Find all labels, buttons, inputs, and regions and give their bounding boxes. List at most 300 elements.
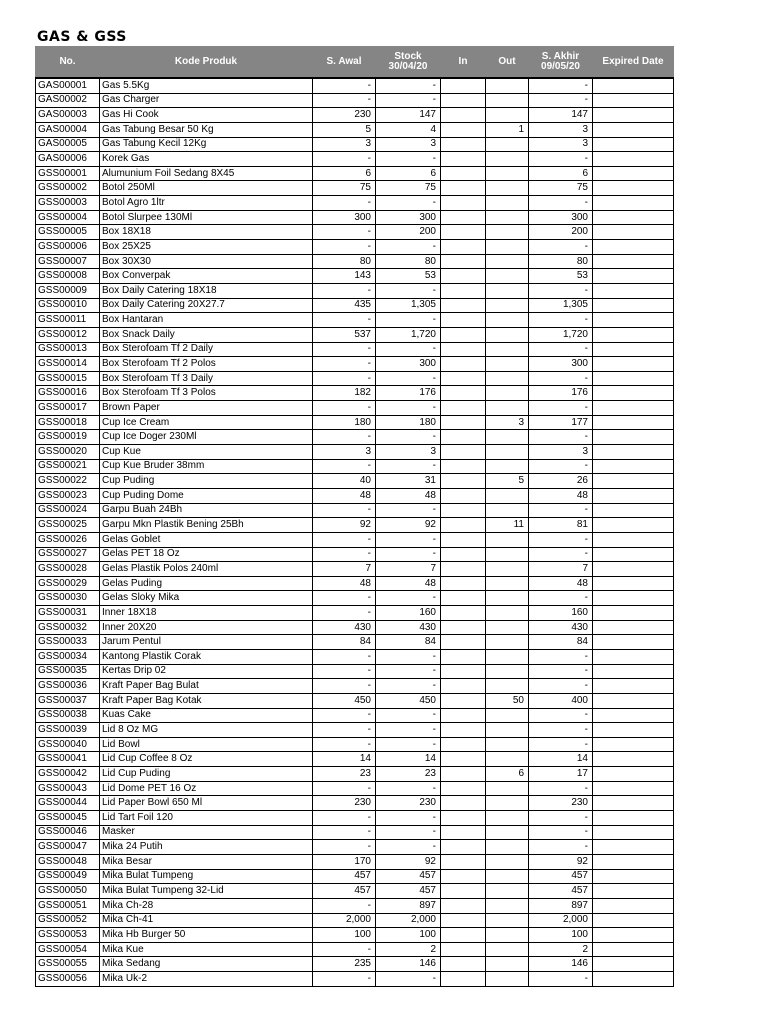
cell-out[interactable] [486, 898, 529, 913]
cell-kode-produk[interactable]: Box Daily Catering 20X27.7 [100, 298, 313, 313]
cell-stock[interactable]: - [376, 503, 441, 518]
cell-expired-date[interactable] [593, 78, 674, 93]
cell-kode-produk[interactable]: Mika Besar [100, 854, 313, 869]
cell-stock[interactable]: 230 [376, 796, 441, 811]
cell-s-akhir[interactable]: - [529, 152, 593, 167]
cell-expired-date[interactable] [593, 240, 674, 255]
cell-in[interactable] [441, 796, 486, 811]
cell-no[interactable]: GSS00014 [36, 357, 100, 372]
cell-kode-produk[interactable]: Lid Tart Foil 120 [100, 811, 313, 826]
col-header-expired-date[interactable]: Expired Date [593, 47, 674, 79]
cell-no[interactable]: GAS00006 [36, 152, 100, 167]
cell-expired-date[interactable] [593, 928, 674, 943]
cell-in[interactable] [441, 283, 486, 298]
cell-in[interactable] [441, 884, 486, 899]
cell-stock[interactable]: 146 [376, 957, 441, 972]
cell-kode-produk[interactable]: Lid 8 Oz MG [100, 723, 313, 738]
cell-s-akhir[interactable]: - [529, 591, 593, 606]
cell-no[interactable]: GSS00051 [36, 898, 100, 913]
cell-expired-date[interactable] [593, 269, 674, 284]
cell-in[interactable] [441, 723, 486, 738]
cell-no[interactable]: GSS00050 [36, 884, 100, 899]
cell-in[interactable] [441, 240, 486, 255]
cell-kode-produk[interactable]: Cup Puding [100, 474, 313, 489]
cell-stock[interactable]: 200 [376, 225, 441, 240]
cell-out[interactable] [486, 664, 529, 679]
cell-out[interactable] [486, 93, 529, 108]
cell-s-akhir[interactable]: 92 [529, 854, 593, 869]
cell-expired-date[interactable] [593, 298, 674, 313]
cell-stock[interactable]: 300 [376, 357, 441, 372]
cell-s-akhir[interactable]: - [529, 664, 593, 679]
cell-kode-produk[interactable]: Kantong Plastik Corak [100, 649, 313, 664]
cell-expired-date[interactable] [593, 445, 674, 460]
cell-stock[interactable]: 457 [376, 884, 441, 899]
cell-s-akhir[interactable]: 48 [529, 576, 593, 591]
cell-no[interactable]: GSS00027 [36, 547, 100, 562]
cell-stock[interactable]: - [376, 664, 441, 679]
cell-s-akhir[interactable]: 897 [529, 898, 593, 913]
cell-stock[interactable]: 457 [376, 869, 441, 884]
col-header-out[interactable]: Out [486, 47, 529, 79]
cell-s-awal[interactable]: 182 [313, 386, 376, 401]
cell-stock[interactable]: 430 [376, 620, 441, 635]
cell-kode-produk[interactable]: Kraft Paper Bag Bulat [100, 679, 313, 694]
cell-s-akhir[interactable]: - [529, 503, 593, 518]
cell-out[interactable] [486, 796, 529, 811]
cell-in[interactable] [441, 854, 486, 869]
cell-stock[interactable]: - [376, 547, 441, 562]
cell-kode-produk[interactable]: Alumunium Foil Sedang 8X45 [100, 166, 313, 181]
cell-expired-date[interactable] [593, 781, 674, 796]
cell-s-akhir[interactable]: 100 [529, 928, 593, 943]
cell-s-awal[interactable]: 3 [313, 137, 376, 152]
cell-in[interactable] [441, 137, 486, 152]
cell-s-awal[interactable]: 48 [313, 576, 376, 591]
cell-s-awal[interactable]: - [313, 342, 376, 357]
cell-stock[interactable]: - [376, 283, 441, 298]
cell-stock[interactable]: - [376, 313, 441, 328]
cell-stock[interactable]: 147 [376, 108, 441, 123]
cell-stock[interactable]: 92 [376, 854, 441, 869]
cell-stock[interactable]: 80 [376, 254, 441, 269]
cell-out[interactable] [486, 972, 529, 987]
cell-s-akhir[interactable]: - [529, 240, 593, 255]
cell-expired-date[interactable] [593, 166, 674, 181]
cell-s-awal[interactable]: - [313, 840, 376, 855]
col-header-s-awal[interactable]: S. Awal [313, 47, 376, 79]
cell-no[interactable]: GSS00013 [36, 342, 100, 357]
cell-no[interactable]: GSS00016 [36, 386, 100, 401]
cell-stock[interactable]: 84 [376, 635, 441, 650]
cell-s-akhir[interactable]: 147 [529, 108, 593, 123]
cell-s-awal[interactable]: 537 [313, 327, 376, 342]
cell-stock[interactable]: 897 [376, 898, 441, 913]
cell-stock[interactable]: 92 [376, 518, 441, 533]
cell-kode-produk[interactable]: Kuas Cake [100, 708, 313, 723]
cell-s-awal[interactable]: - [313, 152, 376, 167]
cell-kode-produk[interactable]: Garpu Mkn Plastik Bening 25Bh [100, 518, 313, 533]
cell-s-awal[interactable]: - [313, 708, 376, 723]
cell-expired-date[interactable] [593, 723, 674, 738]
cell-expired-date[interactable] [593, 108, 674, 123]
cell-kode-produk[interactable]: Gas Tabung Kecil 12Kg [100, 137, 313, 152]
cell-kode-produk[interactable]: Mika Sedang [100, 957, 313, 972]
cell-stock[interactable]: 31 [376, 474, 441, 489]
cell-no[interactable]: GSS00053 [36, 928, 100, 943]
cell-expired-date[interactable] [593, 635, 674, 650]
cell-s-awal[interactable]: - [313, 606, 376, 621]
cell-s-akhir[interactable]: 17 [529, 767, 593, 782]
cell-in[interactable] [441, 93, 486, 108]
cell-no[interactable]: GSS00019 [36, 430, 100, 445]
cell-no[interactable]: GSS00049 [36, 869, 100, 884]
cell-s-awal[interactable]: - [313, 532, 376, 547]
cell-no[interactable]: GSS00001 [36, 166, 100, 181]
cell-stock[interactable]: - [376, 532, 441, 547]
cell-out[interactable] [486, 240, 529, 255]
cell-s-akhir[interactable]: - [529, 723, 593, 738]
cell-kode-produk[interactable]: Cup Puding Dome [100, 488, 313, 503]
cell-no[interactable]: GSS00041 [36, 752, 100, 767]
cell-no[interactable]: GSS00008 [36, 269, 100, 284]
cell-expired-date[interactable] [593, 122, 674, 137]
cell-expired-date[interactable] [593, 679, 674, 694]
cell-out[interactable] [486, 576, 529, 591]
cell-no[interactable]: GSS00040 [36, 737, 100, 752]
cell-in[interactable] [441, 298, 486, 313]
cell-kode-produk[interactable]: Box 18X18 [100, 225, 313, 240]
cell-in[interactable] [441, 474, 486, 489]
cell-in[interactable] [441, 767, 486, 782]
cell-s-akhir[interactable]: 146 [529, 957, 593, 972]
cell-s-awal[interactable]: 230 [313, 108, 376, 123]
cell-stock[interactable]: - [376, 811, 441, 826]
cell-expired-date[interactable] [593, 884, 674, 899]
cell-s-awal[interactable]: - [313, 942, 376, 957]
cell-in[interactable] [441, 972, 486, 987]
cell-expired-date[interactable] [593, 664, 674, 679]
cell-expired-date[interactable] [593, 767, 674, 782]
cell-kode-produk[interactable]: Box Snack Daily [100, 327, 313, 342]
cell-s-akhir[interactable]: 48 [529, 488, 593, 503]
cell-s-akhir[interactable]: - [529, 371, 593, 386]
cell-s-awal[interactable]: 100 [313, 928, 376, 943]
cell-in[interactable] [441, 664, 486, 679]
cell-kode-produk[interactable]: Cup Ice Doger 230Ml [100, 430, 313, 445]
cell-out[interactable]: 50 [486, 693, 529, 708]
cell-stock[interactable]: - [376, 679, 441, 694]
cell-no[interactable]: GSS00045 [36, 811, 100, 826]
cell-s-akhir[interactable]: 53 [529, 269, 593, 284]
cell-expired-date[interactable] [593, 181, 674, 196]
cell-kode-produk[interactable]: Lid Cup Puding [100, 767, 313, 782]
cell-s-awal[interactable]: - [313, 357, 376, 372]
cell-in[interactable] [441, 708, 486, 723]
cell-out[interactable]: 1 [486, 122, 529, 137]
cell-stock[interactable]: - [376, 781, 441, 796]
cell-expired-date[interactable] [593, 386, 674, 401]
cell-in[interactable] [441, 108, 486, 123]
cell-expired-date[interactable] [593, 210, 674, 225]
cell-in[interactable] [441, 576, 486, 591]
cell-out[interactable] [486, 78, 529, 93]
cell-s-akhir[interactable]: 80 [529, 254, 593, 269]
cell-s-akhir[interactable]: 75 [529, 181, 593, 196]
cell-s-awal[interactable]: 40 [313, 474, 376, 489]
cell-no[interactable]: GAS00002 [36, 93, 100, 108]
cell-in[interactable] [441, 752, 486, 767]
cell-out[interactable] [486, 635, 529, 650]
cell-no[interactable]: GSS00004 [36, 210, 100, 225]
cell-in[interactable] [441, 78, 486, 93]
cell-expired-date[interactable] [593, 737, 674, 752]
cell-in[interactable] [441, 518, 486, 533]
cell-s-akhir[interactable]: 1,305 [529, 298, 593, 313]
cell-expired-date[interactable] [593, 547, 674, 562]
cell-no[interactable]: GSS00028 [36, 562, 100, 577]
cell-s-akhir[interactable]: 430 [529, 620, 593, 635]
cell-no[interactable]: GAS00001 [36, 78, 100, 93]
cell-expired-date[interactable] [593, 693, 674, 708]
cell-kode-produk[interactable]: Box Sterofoam Tf 3 Daily [100, 371, 313, 386]
cell-stock[interactable]: 160 [376, 606, 441, 621]
cell-kode-produk[interactable]: Botol Slurpee 130Ml [100, 210, 313, 225]
cell-no[interactable]: GSS00018 [36, 415, 100, 430]
cell-kode-produk[interactable]: Box Sterofoam Tf 2 Daily [100, 342, 313, 357]
cell-no[interactable]: GSS00044 [36, 796, 100, 811]
cell-expired-date[interactable] [593, 430, 674, 445]
cell-no[interactable]: GSS00034 [36, 649, 100, 664]
cell-in[interactable] [441, 562, 486, 577]
cell-no[interactable]: GSS00007 [36, 254, 100, 269]
cell-stock[interactable]: - [376, 93, 441, 108]
cell-s-akhir[interactable]: 176 [529, 386, 593, 401]
cell-no[interactable]: GSS00031 [36, 606, 100, 621]
cell-out[interactable] [486, 503, 529, 518]
cell-s-akhir[interactable]: - [529, 342, 593, 357]
cell-out[interactable] [486, 854, 529, 869]
cell-s-awal[interactable]: 48 [313, 488, 376, 503]
cell-stock[interactable]: - [376, 401, 441, 416]
cell-expired-date[interactable] [593, 913, 674, 928]
cell-no[interactable]: GAS00005 [36, 137, 100, 152]
cell-out[interactable] [486, 459, 529, 474]
cell-no[interactable]: GSS00036 [36, 679, 100, 694]
cell-no[interactable]: GSS00011 [36, 313, 100, 328]
cell-expired-date[interactable] [593, 342, 674, 357]
cell-in[interactable] [441, 679, 486, 694]
cell-s-awal[interactable]: - [313, 664, 376, 679]
cell-in[interactable] [441, 547, 486, 562]
cell-kode-produk[interactable]: Box Sterofoam Tf 3 Polos [100, 386, 313, 401]
cell-in[interactable] [441, 430, 486, 445]
cell-in[interactable] [441, 913, 486, 928]
cell-out[interactable]: 11 [486, 518, 529, 533]
cell-kode-produk[interactable]: Box Sterofoam Tf 2 Polos [100, 357, 313, 372]
cell-kode-produk[interactable]: Gelas Sloky Mika [100, 591, 313, 606]
cell-s-akhir[interactable]: 81 [529, 518, 593, 533]
cell-s-akhir[interactable]: - [529, 430, 593, 445]
cell-kode-produk[interactable]: Mika Ch-41 [100, 913, 313, 928]
cell-stock[interactable]: - [376, 591, 441, 606]
cell-stock[interactable]: - [376, 430, 441, 445]
cell-stock[interactable]: 100 [376, 928, 441, 943]
cell-s-awal[interactable]: 230 [313, 796, 376, 811]
cell-kode-produk[interactable]: Kertas Drip 02 [100, 664, 313, 679]
cell-s-akhir[interactable]: 6 [529, 166, 593, 181]
cell-s-awal[interactable]: 430 [313, 620, 376, 635]
cell-s-awal[interactable]: - [313, 723, 376, 738]
cell-s-akhir[interactable]: 84 [529, 635, 593, 650]
cell-s-awal[interactable]: 170 [313, 854, 376, 869]
cell-expired-date[interactable] [593, 811, 674, 826]
cell-no[interactable]: GSS00026 [36, 532, 100, 547]
cell-s-akhir[interactable]: - [529, 708, 593, 723]
cell-out[interactable] [486, 386, 529, 401]
cell-s-akhir[interactable]: 160 [529, 606, 593, 621]
cell-no[interactable]: GSS00052 [36, 913, 100, 928]
cell-out[interactable] [486, 562, 529, 577]
cell-out[interactable] [486, 913, 529, 928]
cell-out[interactable] [486, 679, 529, 694]
cell-kode-produk[interactable]: Box Converpak [100, 269, 313, 284]
cell-expired-date[interactable] [593, 796, 674, 811]
cell-s-awal[interactable]: - [313, 649, 376, 664]
cell-expired-date[interactable] [593, 415, 674, 430]
cell-out[interactable] [486, 547, 529, 562]
cell-no[interactable]: GSS00048 [36, 854, 100, 869]
cell-stock[interactable]: 48 [376, 488, 441, 503]
cell-s-akhir[interactable]: - [529, 78, 593, 93]
cell-in[interactable] [441, 196, 486, 211]
cell-s-akhir[interactable]: 177 [529, 415, 593, 430]
cell-expired-date[interactable] [593, 225, 674, 240]
col-header-in[interactable]: In [441, 47, 486, 79]
cell-in[interactable] [441, 532, 486, 547]
cell-kode-produk[interactable]: Box Hantaran [100, 313, 313, 328]
cell-s-awal[interactable]: - [313, 78, 376, 93]
cell-kode-produk[interactable]: Mika Kue [100, 942, 313, 957]
cell-in[interactable] [441, 342, 486, 357]
cell-out[interactable] [486, 840, 529, 855]
cell-s-akhir[interactable]: - [529, 547, 593, 562]
cell-kode-produk[interactable]: Masker [100, 825, 313, 840]
cell-kode-produk[interactable]: Lid Bowl [100, 737, 313, 752]
cell-s-awal[interactable]: - [313, 93, 376, 108]
cell-expired-date[interactable] [593, 152, 674, 167]
cell-s-akhir[interactable]: - [529, 737, 593, 752]
cell-in[interactable] [441, 898, 486, 913]
cell-out[interactable] [486, 723, 529, 738]
cell-out[interactable]: 3 [486, 415, 529, 430]
cell-kode-produk[interactable]: Mika Ch-28 [100, 898, 313, 913]
cell-s-awal[interactable]: 7 [313, 562, 376, 577]
cell-in[interactable] [441, 386, 486, 401]
cell-kode-produk[interactable]: Gelas PET 18 Oz [100, 547, 313, 562]
cell-kode-produk[interactable]: Gas Tabung Besar 50 Kg [100, 122, 313, 137]
cell-s-akhir[interactable]: - [529, 840, 593, 855]
cell-s-awal[interactable]: - [313, 825, 376, 840]
cell-out[interactable] [486, 298, 529, 313]
cell-in[interactable] [441, 181, 486, 196]
cell-kode-produk[interactable]: Kraft Paper Bag Kotak [100, 693, 313, 708]
cell-s-awal[interactable]: 6 [313, 166, 376, 181]
cell-stock[interactable]: 7 [376, 562, 441, 577]
cell-no[interactable]: GSS00020 [36, 445, 100, 460]
cell-kode-produk[interactable]: Gas Hi Cook [100, 108, 313, 123]
cell-stock[interactable]: 450 [376, 693, 441, 708]
cell-expired-date[interactable] [593, 488, 674, 503]
cell-kode-produk[interactable]: Cup Kue Bruder 38mm [100, 459, 313, 474]
cell-no[interactable]: GSS00006 [36, 240, 100, 255]
cell-no[interactable]: GSS00039 [36, 723, 100, 738]
col-header-stock[interactable] [376, 47, 441, 79]
cell-no[interactable]: GSS00023 [36, 488, 100, 503]
cell-kode-produk[interactable]: Botol Agro 1ltr [100, 196, 313, 211]
cell-kode-produk[interactable]: Cup Ice Cream [100, 415, 313, 430]
cell-out[interactable] [486, 181, 529, 196]
cell-expired-date[interactable] [593, 840, 674, 855]
cell-stock[interactable]: 3 [376, 445, 441, 460]
cell-in[interactable] [441, 327, 486, 342]
cell-out[interactable] [486, 649, 529, 664]
cell-no[interactable]: GSS00035 [36, 664, 100, 679]
cell-expired-date[interactable] [593, 254, 674, 269]
cell-expired-date[interactable] [593, 137, 674, 152]
cell-expired-date[interactable] [593, 503, 674, 518]
cell-no[interactable]: GSS00025 [36, 518, 100, 533]
cell-no[interactable]: GSS00012 [36, 327, 100, 342]
cell-s-awal[interactable]: - [313, 811, 376, 826]
cell-kode-produk[interactable]: Mika Hb Burger 50 [100, 928, 313, 943]
cell-kode-produk[interactable]: Korek Gas [100, 152, 313, 167]
cell-s-awal[interactable]: 80 [313, 254, 376, 269]
cell-out[interactable] [486, 152, 529, 167]
cell-expired-date[interactable] [593, 327, 674, 342]
cell-no[interactable]: GSS00005 [36, 225, 100, 240]
cell-stock[interactable]: 75 [376, 181, 441, 196]
cell-stock[interactable]: - [376, 240, 441, 255]
cell-kode-produk[interactable]: Gelas Plastik Polos 240ml [100, 562, 313, 577]
cell-s-awal[interactable]: - [313, 737, 376, 752]
cell-s-akhir[interactable]: 26 [529, 474, 593, 489]
cell-expired-date[interactable] [593, 620, 674, 635]
cell-in[interactable] [441, 401, 486, 416]
cell-out[interactable] [486, 342, 529, 357]
cell-no[interactable]: GSS00017 [36, 401, 100, 416]
col-header-no[interactable]: No. [36, 47, 100, 79]
cell-kode-produk[interactable]: Lid Dome PET 16 Oz [100, 781, 313, 796]
cell-s-awal[interactable]: - [313, 781, 376, 796]
cell-s-awal[interactable]: 143 [313, 269, 376, 284]
cell-in[interactable] [441, 928, 486, 943]
cell-out[interactable] [486, 620, 529, 635]
cell-kode-produk[interactable]: Inner 20X20 [100, 620, 313, 635]
cell-stock[interactable]: - [376, 723, 441, 738]
cell-s-akhir[interactable]: 2 [529, 942, 593, 957]
cell-stock[interactable]: - [376, 825, 441, 840]
cell-s-akhir[interactable]: 14 [529, 752, 593, 767]
cell-out[interactable] [486, 108, 529, 123]
cell-no[interactable]: GSS00015 [36, 371, 100, 386]
cell-in[interactable] [441, 152, 486, 167]
cell-s-awal[interactable]: - [313, 283, 376, 298]
cell-no[interactable]: GSS00042 [36, 767, 100, 782]
cell-s-akhir[interactable]: 230 [529, 796, 593, 811]
cell-in[interactable] [441, 869, 486, 884]
cell-s-awal[interactable]: 457 [313, 869, 376, 884]
